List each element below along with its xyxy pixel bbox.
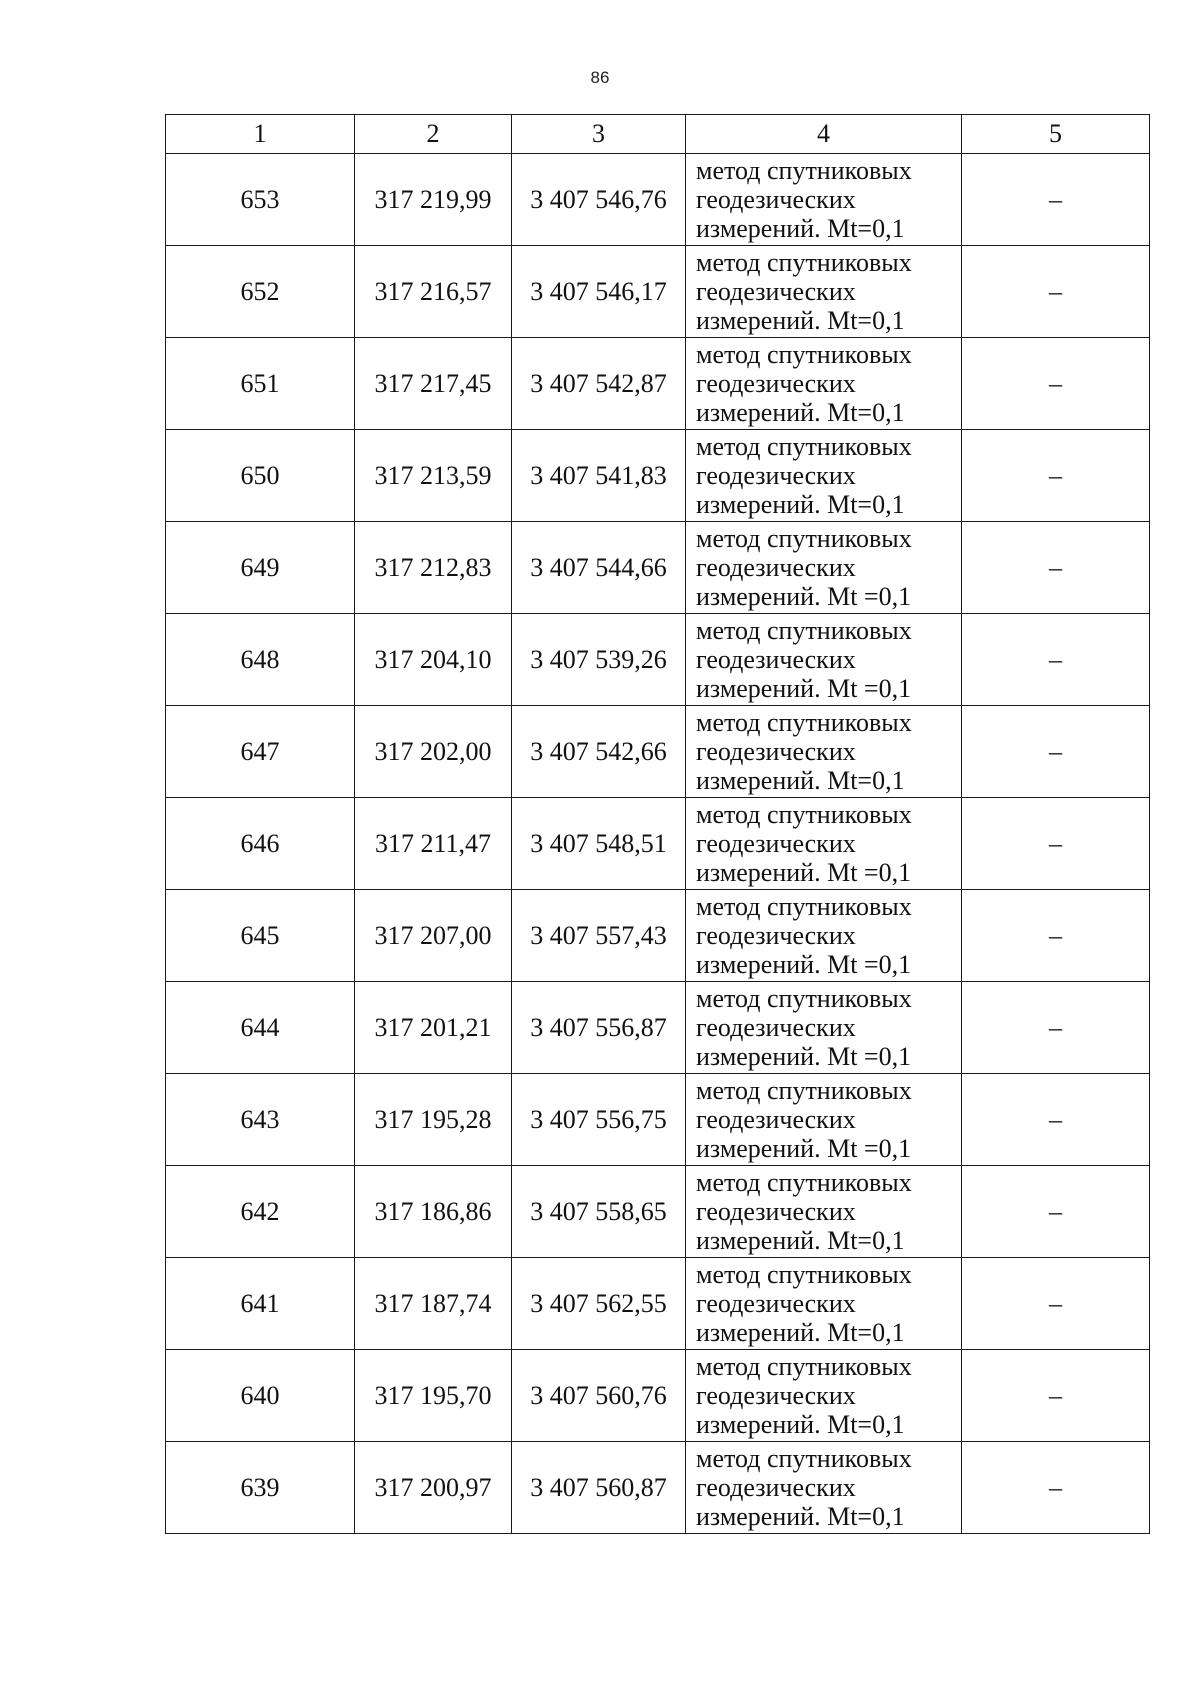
note-cell: – bbox=[962, 522, 1150, 614]
point-number-cell: 649 bbox=[166, 522, 355, 614]
method-line: измерений. Mt=0,1 bbox=[696, 1502, 905, 1531]
method-line: метод спутниковых bbox=[696, 248, 912, 277]
method-line: метод спутниковых bbox=[696, 1260, 912, 1289]
method-line: метод спутниковых bbox=[696, 616, 912, 645]
x-coordinate-cell: 317 201,21 bbox=[355, 982, 512, 1074]
method-line: метод спутниковых bbox=[696, 1076, 912, 1105]
y-coordinate-cell: 3 407 548,51 bbox=[512, 798, 686, 890]
table-row bbox=[166, 890, 1150, 982]
x-coordinate-cell: 317 217,45 bbox=[355, 338, 512, 430]
point-number-cell: 645 bbox=[166, 890, 355, 982]
table-row bbox=[166, 1350, 1150, 1442]
note-cell: – bbox=[962, 430, 1150, 522]
method-line: геодезических bbox=[696, 1105, 856, 1134]
table-row bbox=[166, 1074, 1150, 1166]
note-cell: – bbox=[962, 246, 1150, 338]
method-line: измерений. Mt=0,1 bbox=[696, 1318, 905, 1347]
method-line: геодезических bbox=[696, 185, 856, 214]
method-line: геодезических bbox=[696, 553, 856, 582]
method-line: метод спутниковых bbox=[696, 984, 912, 1013]
point-number-cell: 653 bbox=[166, 154, 355, 246]
method-cell bbox=[686, 338, 962, 430]
method-line: измерений. Mt=0,1 bbox=[696, 490, 905, 519]
method-cell bbox=[686, 798, 962, 890]
y-coordinate-cell: 3 407 541,83 bbox=[512, 430, 686, 522]
method-line: метод спутниковых bbox=[696, 708, 912, 737]
header-col-4: 4 bbox=[686, 115, 962, 154]
table-header bbox=[166, 115, 1150, 154]
y-coordinate-cell: 3 407 556,75 bbox=[512, 1074, 686, 1166]
y-coordinate-cell: 3 407 560,76 bbox=[512, 1350, 686, 1442]
method-line: метод спутниковых bbox=[696, 1168, 912, 1197]
x-coordinate-cell: 317 187,74 bbox=[355, 1258, 512, 1350]
note-cell: – bbox=[962, 614, 1150, 706]
method-line: измерений. Mt =0,1 bbox=[696, 950, 912, 979]
note-cell: – bbox=[962, 338, 1150, 430]
method-line: метод спутниковых bbox=[696, 156, 912, 185]
method-line: измерений. Mt =0,1 bbox=[696, 1042, 912, 1071]
y-coordinate-cell: 3 407 539,26 bbox=[512, 614, 686, 706]
point-number-cell: 640 bbox=[166, 1350, 355, 1442]
point-number-cell: 639 bbox=[166, 1442, 355, 1534]
table-row bbox=[166, 154, 1150, 246]
x-coordinate-cell: 317 212,83 bbox=[355, 522, 512, 614]
method-line: измерений. Mt =0,1 bbox=[696, 674, 912, 703]
y-coordinate-cell: 3 407 556,87 bbox=[512, 982, 686, 1074]
y-coordinate-cell: 3 407 546,17 bbox=[512, 246, 686, 338]
x-coordinate-cell: 317 195,70 bbox=[355, 1350, 512, 1442]
coordinates-table bbox=[165, 114, 1150, 1534]
page-number: 86 bbox=[590, 68, 610, 87]
method-cell bbox=[686, 614, 962, 706]
method-cell bbox=[686, 1258, 962, 1350]
point-number-cell: 647 bbox=[166, 706, 355, 798]
note-cell: – bbox=[962, 798, 1150, 890]
table-row bbox=[166, 522, 1150, 614]
table-row bbox=[166, 430, 1150, 522]
method-line: измерений. Mt=0,1 bbox=[696, 398, 905, 427]
point-number-cell: 648 bbox=[166, 614, 355, 706]
x-coordinate-cell: 317 195,28 bbox=[355, 1074, 512, 1166]
method-line: метод спутниковых bbox=[696, 1352, 912, 1381]
method-line: метод спутниковых bbox=[696, 340, 912, 369]
note-cell: – bbox=[962, 154, 1150, 246]
method-line: метод спутниковых bbox=[696, 1444, 912, 1473]
method-line: измерений. Mt =0,1 bbox=[696, 858, 912, 887]
table-row bbox=[166, 1442, 1150, 1534]
x-coordinate-cell: 317 200,97 bbox=[355, 1442, 512, 1534]
method-line: геодезических bbox=[696, 921, 856, 950]
method-line: геодезических bbox=[696, 1013, 856, 1042]
method-line: геодезических bbox=[696, 829, 856, 858]
y-coordinate-cell: 3 407 544,66 bbox=[512, 522, 686, 614]
method-line: измерений. Mt=0,1 bbox=[696, 1226, 905, 1255]
header-col-1: 1 bbox=[166, 115, 355, 154]
method-line: метод спутниковых bbox=[696, 432, 912, 461]
x-coordinate-cell: 317 202,00 bbox=[355, 706, 512, 798]
point-number-cell: 651 bbox=[166, 338, 355, 430]
method-line: измерений. Mt=0,1 bbox=[696, 1410, 905, 1439]
table-row bbox=[166, 706, 1150, 798]
note-cell: – bbox=[962, 890, 1150, 982]
table-row bbox=[166, 982, 1150, 1074]
x-coordinate-cell: 317 207,00 bbox=[355, 890, 512, 982]
note-cell: – bbox=[962, 982, 1150, 1074]
method-line: метод спутниковых bbox=[696, 800, 912, 829]
x-coordinate-cell: 317 211,47 bbox=[355, 798, 512, 890]
method-line: измерений. Mt=0,1 bbox=[696, 766, 905, 795]
note-cell: – bbox=[962, 1258, 1150, 1350]
method-cell bbox=[686, 982, 962, 1074]
method-line: геодезических bbox=[696, 1197, 856, 1226]
note-cell: – bbox=[962, 1350, 1150, 1442]
x-coordinate-cell: 317 216,57 bbox=[355, 246, 512, 338]
method-line: геодезических bbox=[696, 1381, 856, 1410]
note-cell: – bbox=[962, 706, 1150, 798]
table-row bbox=[166, 1166, 1150, 1258]
method-line: геодезических bbox=[696, 461, 856, 490]
method-line: измерений. Mt=0,1 bbox=[696, 306, 905, 335]
table-row bbox=[166, 246, 1150, 338]
note-cell: – bbox=[962, 1166, 1150, 1258]
header-row bbox=[166, 115, 1150, 154]
method-line: геодезических bbox=[696, 1473, 856, 1502]
x-coordinate-cell: 317 219,99 bbox=[355, 154, 512, 246]
method-line: измерений. Mt =0,1 bbox=[696, 1134, 912, 1163]
method-cell bbox=[686, 522, 962, 614]
note-cell: – bbox=[962, 1442, 1150, 1534]
method-line: геодезических bbox=[696, 277, 856, 306]
x-coordinate-cell: 317 213,59 bbox=[355, 430, 512, 522]
y-coordinate-cell: 3 407 557,43 bbox=[512, 890, 686, 982]
note-cell: – bbox=[962, 1074, 1150, 1166]
x-coordinate-cell: 317 186,86 bbox=[355, 1166, 512, 1258]
header-col-3: 3 bbox=[512, 115, 686, 154]
table-row bbox=[166, 1258, 1150, 1350]
method-line: метод спутниковых bbox=[696, 524, 912, 553]
point-number-cell: 642 bbox=[166, 1166, 355, 1258]
point-number-cell: 646 bbox=[166, 798, 355, 890]
table-body bbox=[166, 154, 1150, 1534]
method-line: геодезических bbox=[696, 1289, 856, 1318]
y-coordinate-cell: 3 407 562,55 bbox=[512, 1258, 686, 1350]
y-coordinate-cell: 3 407 542,87 bbox=[512, 338, 686, 430]
point-number-cell: 650 bbox=[166, 430, 355, 522]
table-row bbox=[166, 614, 1150, 706]
header-col-2: 2 bbox=[355, 115, 512, 154]
method-cell bbox=[686, 1442, 962, 1534]
method-cell bbox=[686, 246, 962, 338]
header-col-5: 5 bbox=[962, 115, 1150, 154]
y-coordinate-cell: 3 407 558,65 bbox=[512, 1166, 686, 1258]
x-coordinate-cell: 317 204,10 bbox=[355, 614, 512, 706]
method-line: геодезических bbox=[696, 369, 856, 398]
method-cell bbox=[686, 890, 962, 982]
method-cell bbox=[686, 1166, 962, 1258]
method-cell bbox=[686, 1074, 962, 1166]
method-line: геодезических bbox=[696, 737, 856, 766]
method-line: измерений. Mt=0,1 bbox=[696, 214, 905, 243]
method-line: измерений. Mt =0,1 bbox=[696, 582, 912, 611]
method-cell bbox=[686, 1350, 962, 1442]
point-number-cell: 644 bbox=[166, 982, 355, 1074]
method-line: метод спутниковых bbox=[696, 892, 912, 921]
method-cell bbox=[686, 430, 962, 522]
y-coordinate-cell: 3 407 560,87 bbox=[512, 1442, 686, 1534]
y-coordinate-cell: 3 407 542,66 bbox=[512, 706, 686, 798]
method-cell bbox=[686, 154, 962, 246]
method-cell bbox=[686, 706, 962, 798]
y-coordinate-cell: 3 407 546,76 bbox=[512, 154, 686, 246]
table-row bbox=[166, 338, 1150, 430]
point-number-cell: 652 bbox=[166, 246, 355, 338]
point-number-cell: 641 bbox=[166, 1258, 355, 1350]
method-line: геодезических bbox=[696, 645, 856, 674]
table-row bbox=[166, 798, 1150, 890]
point-number-cell: 643 bbox=[166, 1074, 355, 1166]
